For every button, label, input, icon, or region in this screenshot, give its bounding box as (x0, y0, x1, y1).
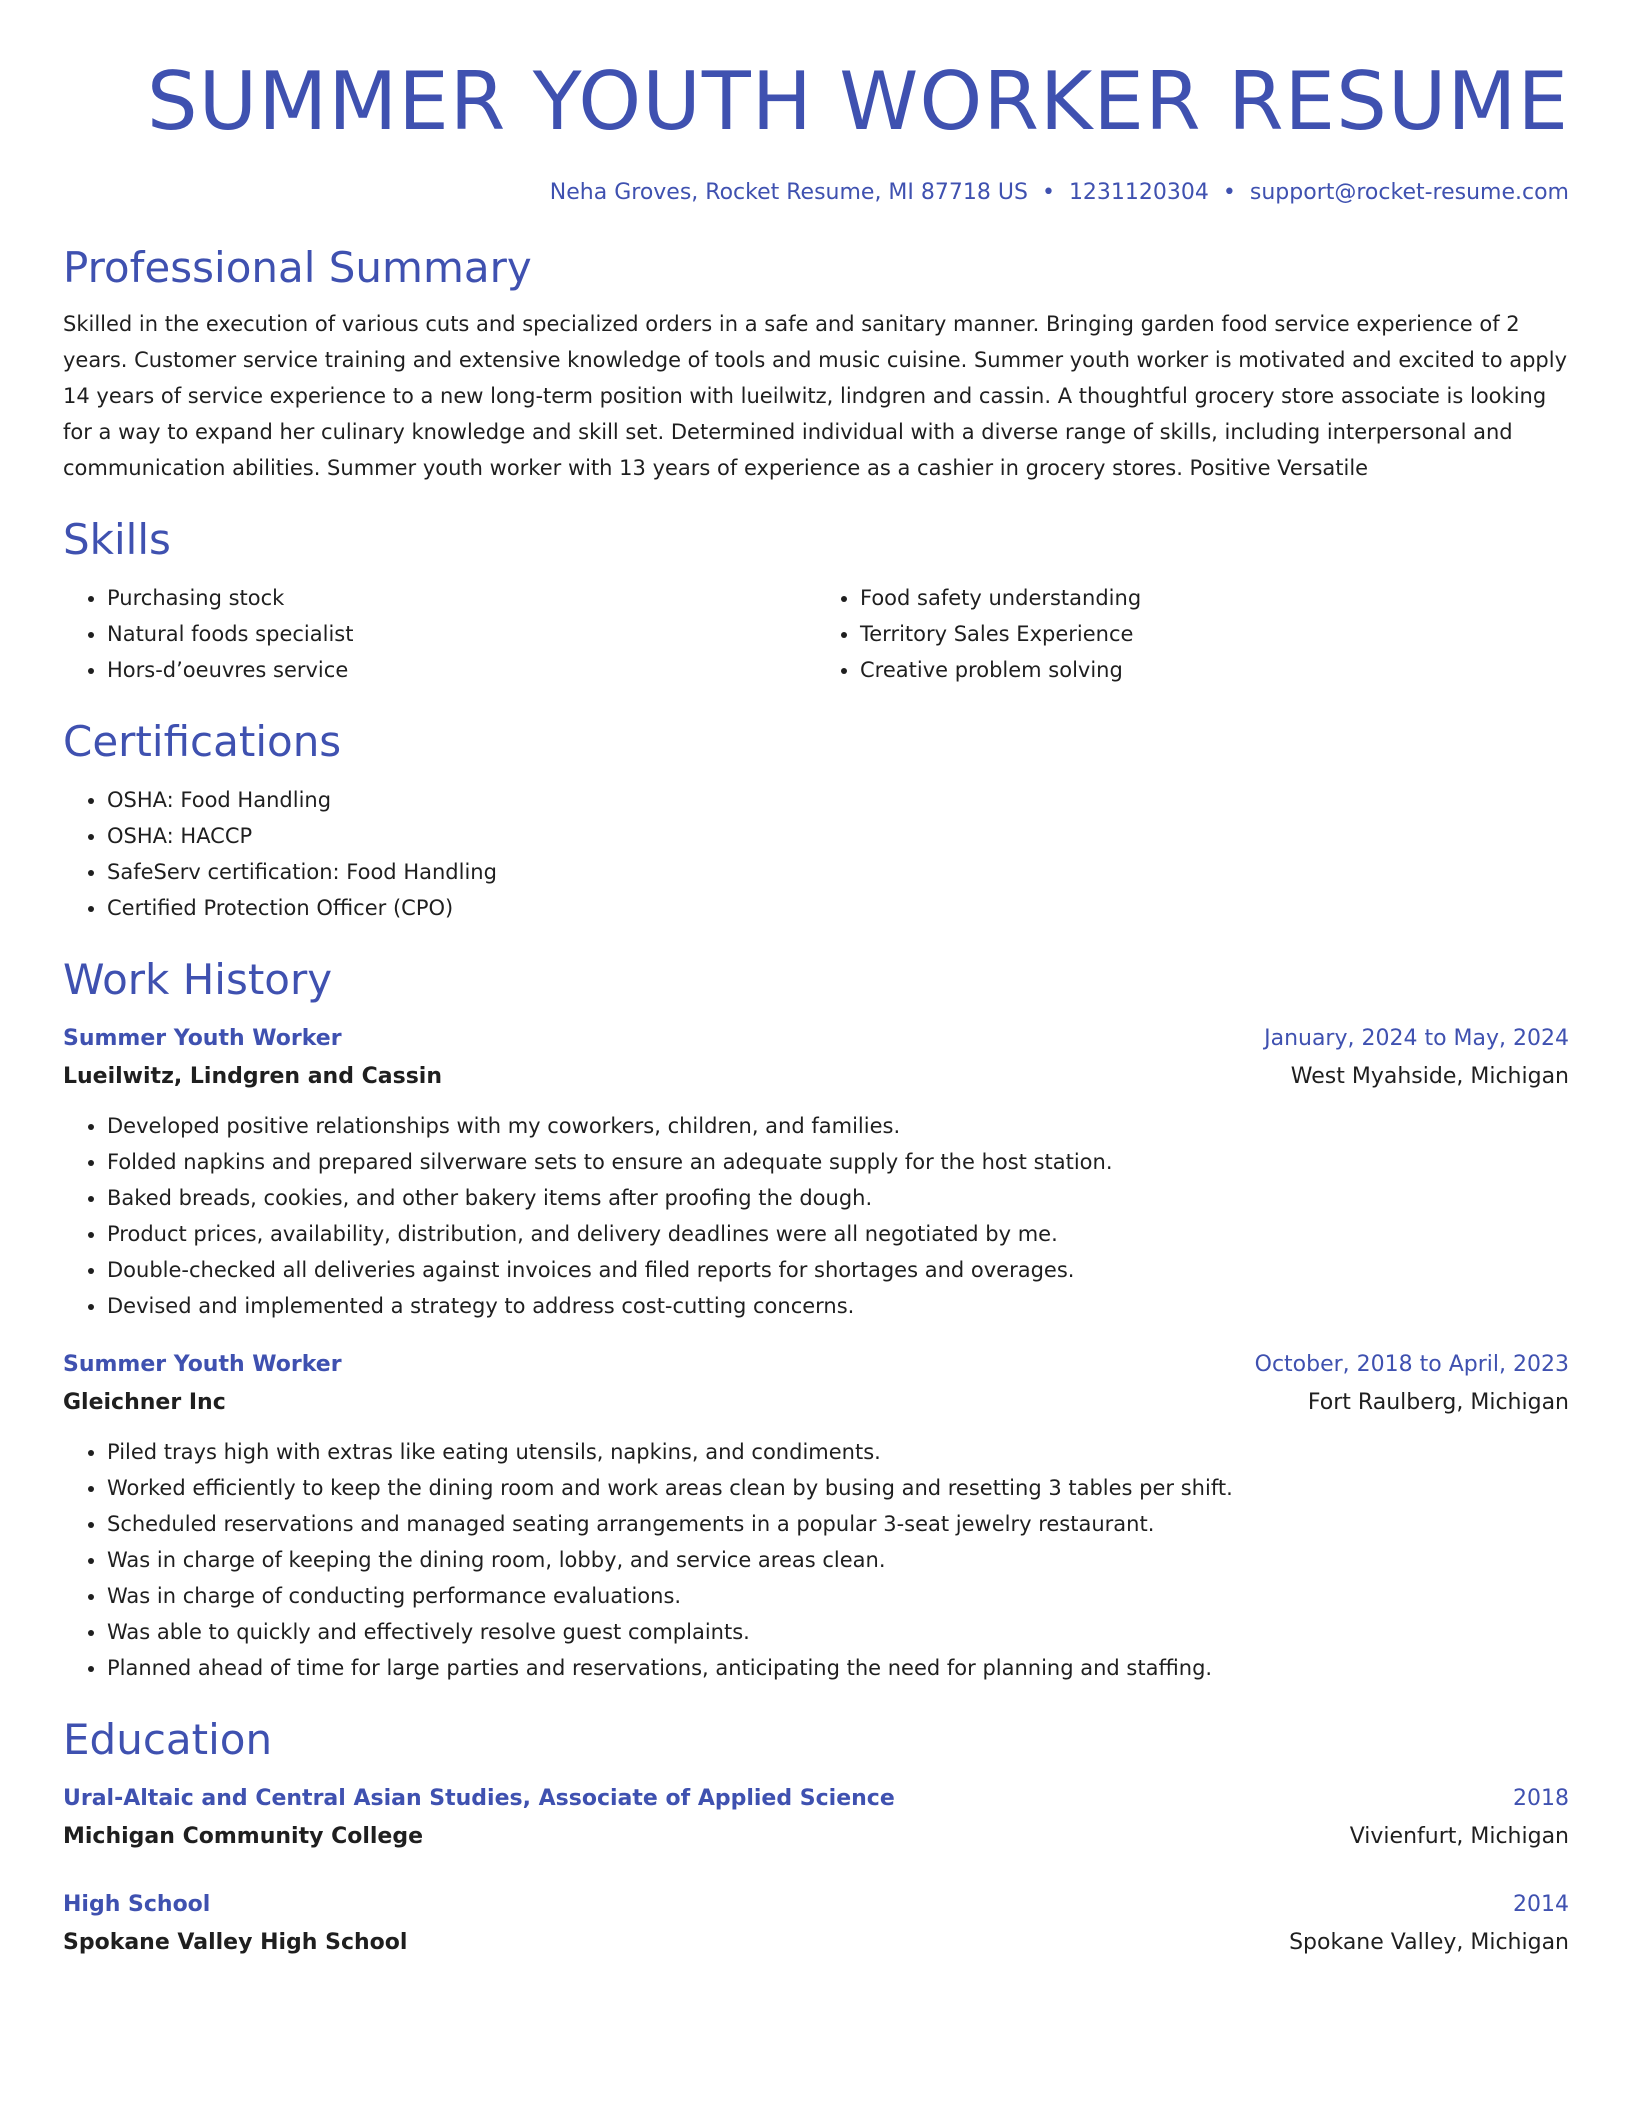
skill-item: • Territory Sales Experience (860, 616, 1569, 652)
certification-item: • OSHA: Food Handling (107, 782, 1569, 818)
summary-text: Skilled in the execution of various cuts and specialized orders in a safe and sanitary manner. Bringing garden food service experience of 2 years. Customer service training and extensive knowledge of tools and music cuisine. Summer youth worker is motivated and excited to apply 14 years of service experience to a new long-term position with lueilwitz, lindgren and cassin. A thoughtful grocery store associate is looking for a way to expand her culinary knowledge and skill set. Determined individual with a diverse range of skills, including interpersonal and communication abilities. Summer youth worker with 13 years of experience as a cashier in grocery stores. Positive Versatile (63, 312, 1568, 480)
certifications-heading: Certifications (63, 717, 342, 766)
certification-item: • Certified Protection Officer (CPO) (107, 890, 1569, 926)
summary-heading: Professional Summary (63, 243, 532, 292)
education-location: Vivienfurt, Michigan (1349, 1824, 1569, 1849)
education-degree: Ural-Altaic and Central Asian Studies, Associate of Applied Science (63, 1786, 895, 1811)
job-company: Gleichner Inc (63, 1390, 226, 1415)
job-location: Fort Raulberg, Michigan (1307, 1390, 1569, 1415)
job-bullet: • Product prices, availability, distribution, and delivery deadlines were all negotiated by me. (107, 1216, 1569, 1252)
education-location: Spokane Valley, Michigan (1289, 1930, 1569, 1955)
job-bullet: • Worked efficiently to keep the dining room and work areas clean by busing and resetting 3 tables per shift. (107, 1470, 1569, 1506)
skill-item: • Purchasing stock (107, 580, 816, 616)
job-bullet: • Planned ahead of time for large parties and reservations, anticipating the need for planning and staffing. (107, 1650, 1569, 1686)
summary-section (63, 242, 1569, 486)
job-bullet: • Developed positive relationships with my coworkers, children, and families. (107, 1108, 1569, 1144)
resume-title: SUMMER YOUTH WORKER RESUME (146, 55, 1569, 148)
education-entry (63, 1780, 1569, 1856)
education-section (63, 1714, 1569, 1962)
contact-email[interactable]: support@rocket-resume.com (1249, 180, 1569, 205)
job-bullet: • Double-checked all deliveries against invoices and filed reports for shortages and overages. (107, 1252, 1569, 1288)
job-dates: January, 2024 to May, 2024 (1264, 1026, 1569, 1051)
education-heading: Education (63, 1715, 273, 1764)
job-entry (63, 1346, 1569, 1686)
contact-address: Neha Groves, Rocket Resume, MI 87718 US (549, 180, 1028, 205)
education-entry (63, 1886, 1569, 1962)
job-bullet: • Was in charge of conducting performance evaluations. (107, 1578, 1569, 1614)
work-history-section (63, 954, 1569, 1686)
education-year: 2018 (1513, 1786, 1569, 1811)
skill-item: • Creative problem solving (860, 652, 1569, 688)
job-title: Summer Youth Worker (63, 1352, 342, 1377)
skills-column-left (63, 580, 816, 688)
job-title: Summer Youth Worker (63, 1026, 342, 1051)
skills-grid (63, 580, 1569, 688)
work-history-heading: Work History (63, 955, 333, 1004)
education-school: Spokane Valley High School (63, 1930, 408, 1955)
skill-item: • Natural foods specialist (107, 616, 816, 652)
job-bullet: • Folded napkins and prepared silverware sets to ensure an adequate supply for the host station. (107, 1144, 1569, 1180)
skill-item: • Food safety understanding (860, 580, 1569, 616)
contact-line (63, 178, 1569, 208)
job-bullet: • Devised and implemented a strategy to address cost-cutting concerns. (107, 1288, 1569, 1324)
job-bullet: • Scheduled reservations and managed seating arrangements in a popular 3-seat jewelry restaurant. (107, 1506, 1569, 1542)
skills-section (63, 514, 1569, 688)
contact-phone: 1231120304 (1068, 180, 1209, 205)
job-location: West Myahside, Michigan (1290, 1064, 1569, 1089)
skills-column-right (816, 580, 1569, 688)
job-bullet: • Was able to quickly and effectively resolve guest complaints. (107, 1614, 1569, 1650)
education-school: Michigan Community College (63, 1824, 424, 1849)
job-entry (63, 1020, 1569, 1324)
contact-separator: • (1222, 180, 1236, 205)
job-company: Lueilwitz, Lindgren and Cassin (63, 1064, 442, 1089)
job-bullet: • Piled trays high with extras like eating utensils, napkins, and condiments. (107, 1434, 1569, 1470)
job-bullet: • Was in charge of keeping the dining room, lobby, and service areas clean. (107, 1542, 1569, 1578)
education-year: 2014 (1513, 1892, 1569, 1917)
certifications-section (63, 716, 1569, 926)
contact-separator: • (1041, 180, 1055, 205)
education-degree: High School (63, 1892, 211, 1917)
job-dates: October, 2018 to April, 2023 (1254, 1352, 1569, 1377)
skill-item: • Hors-d’oeuvres service (107, 652, 816, 688)
skills-heading: Skills (63, 515, 171, 564)
job-bullet: • Baked breads, cookies, and other bakery items after proofing the dough. (107, 1180, 1569, 1216)
certification-item: • SafeServ certification: Food Handling (107, 854, 1569, 890)
certification-item: • OSHA: HACCP (107, 818, 1569, 854)
